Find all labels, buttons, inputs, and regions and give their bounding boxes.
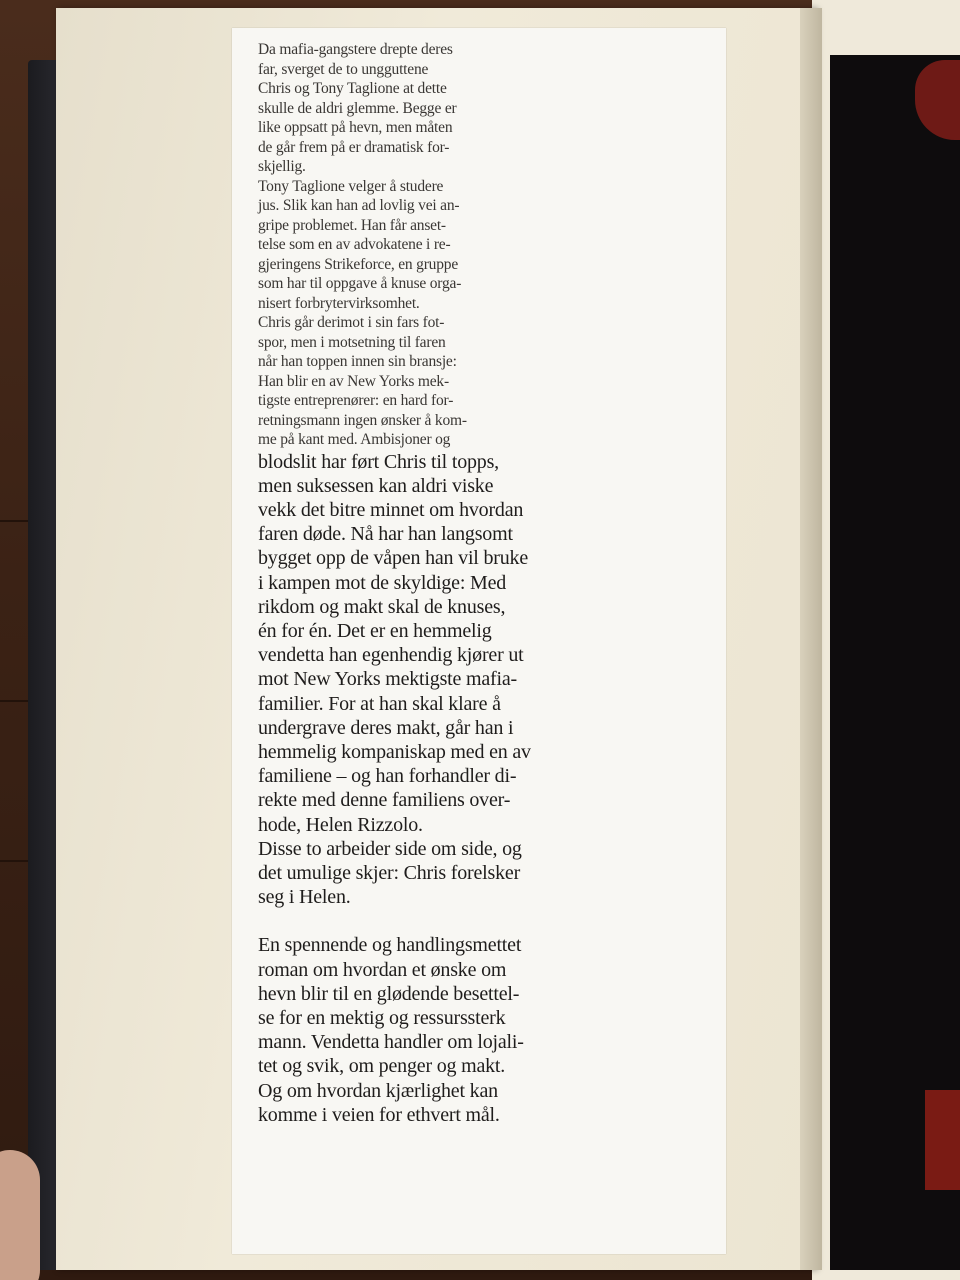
blurb-line: retningsmann ingen ønsker å kom- bbox=[258, 411, 467, 429]
blurb-line: Chris og Tony Taglione at dette bbox=[258, 80, 447, 97]
blurb-line: me på kant med. Ambisjoner og bbox=[258, 431, 451, 448]
blurb-line: spor, men i motsetning til faren bbox=[258, 333, 446, 351]
blurb-line: blodslit har ført Chris til topps, bbox=[258, 450, 499, 473]
blurb-line: vekk det bitre minnet om hvordan bbox=[258, 498, 524, 521]
blurb-line: En spennende og handlingsmettet bbox=[258, 934, 522, 957]
blurb-line: Disse to arbeider side om side, og bbox=[258, 837, 522, 860]
blurb-line: i kampen mot de skyldige: Med bbox=[258, 571, 507, 594]
blurb-line: vendetta han egenhendig kjører ut bbox=[258, 644, 524, 667]
blurb-line: Da mafia-gangstere drepte deres bbox=[258, 41, 453, 58]
cover-red-detail bbox=[925, 1090, 960, 1190]
blurb-line: seg i Helen. bbox=[258, 886, 351, 909]
blurb-line: familier. For at han skal klare å bbox=[258, 692, 501, 715]
blurb-line: når han toppen innen sin bransje: bbox=[258, 353, 457, 370]
blurb-line: familiene – og han forhandler di- bbox=[258, 765, 517, 788]
blurb-line: én for én. Det er en hemmelig bbox=[258, 619, 492, 642]
blurb-line: hemmelig kompaniskap med en av bbox=[258, 740, 531, 763]
blurb-line: rekte med denne familiens over- bbox=[258, 789, 511, 812]
blurb-line: nisert forbrytervirksomhet. bbox=[258, 294, 420, 312]
blurb-line: mann. Vendetta handler om lojali- bbox=[258, 1031, 524, 1054]
blurb-line: Han blir en av New Yorks mek- bbox=[258, 372, 449, 390]
blurb-line: gripe problemet. Han får anset- bbox=[258, 216, 446, 234]
blurb-line: jus. Slik kan han ad lovlig vei an- bbox=[258, 197, 460, 214]
blurb-line: hevn blir til en glødende besettel- bbox=[258, 982, 520, 1005]
blurb-line: de går frem på er dramatisk for- bbox=[258, 138, 450, 156]
flap-fold-shadow bbox=[800, 8, 822, 1270]
blurb-line: skjellig. bbox=[258, 158, 306, 175]
thumb bbox=[0, 1150, 40, 1280]
blurb-line: tet og svik, om penger og makt. bbox=[258, 1055, 506, 1078]
blurb-middle-paragraphs bbox=[258, 450, 618, 910]
blurb-text bbox=[258, 40, 618, 1127]
blurb-top-paragraphs bbox=[258, 40, 618, 450]
blurb-line: skulle de aldri glemme. Begge er bbox=[258, 99, 457, 117]
blurb-line: faren døde. Nå har han langsomt bbox=[258, 523, 513, 546]
blurb-line: bygget opp de våpen han vil bruke bbox=[258, 547, 528, 570]
blurb-line: det umulige skjer: Chris forelsker bbox=[258, 861, 521, 884]
blurb-closing-paragraph bbox=[258, 933, 618, 1127]
blurb-line: tigste entreprenører: en hard for- bbox=[258, 392, 454, 409]
blurb-line: telse som en av advokatene i re- bbox=[258, 236, 451, 253]
blurb-line: se for en mektig og ressurssterk bbox=[258, 1006, 506, 1029]
blurb-line: mot New Yorks mektigste mafia- bbox=[258, 668, 517, 691]
blurb-line: gjeringens Strikeforce, en gruppe bbox=[258, 255, 458, 273]
blurb-line: Og om hvordan kjærlighet kan bbox=[258, 1079, 498, 1102]
blurb-line: rikdom og makt skal de knuses, bbox=[258, 595, 506, 618]
blurb-line: som har til oppgave å knuse orga- bbox=[258, 275, 462, 292]
blurb-line: Chris går derimot i sin fars fot- bbox=[258, 314, 445, 331]
blurb-line: Tony Taglione velger å studere bbox=[258, 177, 444, 195]
adjacent-book-cover bbox=[830, 55, 960, 1270]
blurb-line: far, sverget de to ungguttene bbox=[258, 60, 429, 78]
blurb-line: like oppsatt på hevn, men måten bbox=[258, 119, 453, 136]
blurb-line: hode, Helen Rizzolo. bbox=[258, 813, 423, 836]
blurb-line: undergrave deres makt, går han i bbox=[258, 716, 514, 739]
blurb-line: men suksessen kan aldri viske bbox=[258, 474, 494, 497]
blurb-line: roman om hvordan et ønske om bbox=[258, 958, 507, 981]
blurb-line: komme i veien for ethvert mål. bbox=[258, 1103, 500, 1126]
